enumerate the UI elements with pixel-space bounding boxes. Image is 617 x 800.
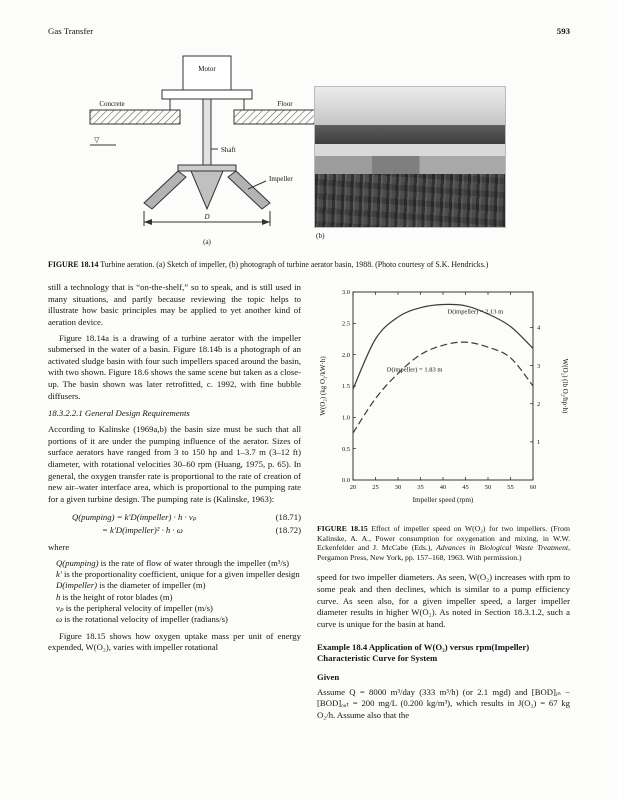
photo-basin-wall-region — [315, 144, 505, 155]
where-item: D(impeller) is the diameter of impeller (m) — [56, 580, 206, 591]
floor-label: Floor — [277, 100, 293, 108]
motor-box — [183, 56, 231, 90]
paragraph-design-requirements: According to Kalinske (1969a,b) the basin size must be such that all portions of it are under the pumping influence of the aerator. Sizes of surface aerators have ranged from 3 to 150 hp and 1–3.7 m (3–12 ft) diameter, with rotational velocities 30–60 rpm (Huang, 1975, p. 65). In general, the oxygen transfer rate is proportional to the rate of creation of new air–water interface area, which is proportional to the pumping rate for a given turbine design. The pumping rate is (Kalinske, 1963): — [48, 424, 301, 505]
water-surface-icon: ▽ — [94, 136, 100, 144]
paragraph-curve-discussion: speed for two impeller diameters. As seen, W(O₂) increases with rpm to some peak and then declines, which is similar to a pump efficiency curve. As seen also, for a given impeller speed, a larger impeller diameter results in higher W(O₂). As noted in Section 18.3.1.2, such a curve is unique for the basin at hand. — [317, 572, 570, 629]
svg-text:50: 50 — [484, 483, 492, 491]
mount-plate — [162, 90, 252, 99]
arrow-left-icon — [144, 219, 152, 225]
svg-text:4: 4 — [537, 324, 541, 332]
svg-text:40: 40 — [439, 483, 447, 491]
concrete-slab-right — [234, 110, 324, 124]
svg-text:35: 35 — [417, 483, 424, 491]
svg-text:25: 25 — [372, 483, 379, 491]
equation-18-72-body: = k′D(impeller)² · h · ω — [102, 525, 183, 536]
svg-text:60: 60 — [529, 483, 537, 491]
figure-18-15-chart — [317, 282, 570, 520]
figure-18-15-caption: FIGURE 18.15 Effect of impeller speed on W(O₂) for two impellers. (From Kalinske, A. A., Power consumption for oxygenation and mixing, in W.W. Eckenfelder and J. McCabe (Eds.), Advances in Biological Waste Treatment, Pergamon Press, New York, pp. 157–168, 1963. With permission.) — [317, 523, 571, 562]
figure-18-15-caption-tag: FIGURE 18.15 — [317, 523, 368, 533]
svg-text:2.0: 2.0 — [341, 351, 350, 359]
svg-text:30: 30 — [394, 483, 402, 491]
example-18-4-heading: Example 18.4 Application of W(O₂) versus rpm(Impeller) Characteristic Curve for System — [317, 641, 530, 664]
figure-18-14b — [314, 86, 506, 240]
diameter-label: D — [204, 213, 210, 221]
given-label: Given — [317, 672, 340, 683]
figure-18-14-caption-text: Turbine aeration. (a) Sketch of impeller, (b) photograph of turbine aerator basin, 1988. (Photo courtesy of S.K. Hendricks.) — [100, 260, 489, 269]
where-list — [48, 558, 301, 626]
svg-text:45: 45 — [462, 483, 469, 491]
svg-text:D(impeller) = 1.83 m: D(impeller) = 1.83 m — [386, 366, 443, 374]
paragraph-figure-description: Figure 18.14a is a drawing of a turbine aerator with the impeller submersed in the water of a basin. Figure 18.14b is a photograph of an activated sludge basin with four such impellers spaced around the basin, with two shown. Figure 18.6 shows the same scene but taken as a close-up. The basin shown was later retrofitted, c. 1992, with fine bubble diffusers. — [48, 332, 301, 401]
svg-text:20: 20 — [349, 483, 357, 491]
equation-18-71-body: Q(pumping) = k′D(impeller) · h · vₚ — [72, 511, 197, 522]
svg-text:Impeller speed (rpm): Impeller speed (rpm) — [412, 495, 474, 504]
photo-sky-region — [315, 87, 505, 125]
equation-18-71-number: (18.71) — [275, 511, 301, 522]
svg-text:2.5: 2.5 — [341, 320, 350, 328]
figure-18-14-caption — [48, 260, 570, 270]
figure-18-14-caption-tag: FIGURE 18.14 — [48, 260, 99, 269]
paragraph-continuation: still a technology that is “on-the-shelf,” so to speak, and is still used in many situations, and partly because reviewing the topic helps to illustrate how basic principles may be applied to yet another kind of aeration device. — [48, 281, 301, 327]
sublabel-a: (a) — [203, 238, 211, 246]
where-item: vₚ is the peripheral velocity of impeller (m/s) — [56, 602, 213, 613]
impeller-blade-right — [228, 171, 270, 209]
impeller-cone — [191, 171, 223, 209]
where-label: where — [48, 542, 70, 552]
paragraph-given: Assume Q = 8000 m³/day (333 m³/h) (or 2.1 mgd) and [BOD]ᵢₙ − [BOD]ₒᵤₜ = 200 mg/L (0.200 kg/m³), which results in J(O₂) = 67 kg O₂/h. Assume also that the — [317, 686, 570, 721]
svg-text:0.0: 0.0 — [341, 477, 350, 485]
where-item: Q(pumping) is the rate of flow of water through the impeller (m³/s) — [56, 557, 290, 568]
svg-text:W(O₂) (lb O₂/hp·h): W(O₂) (lb O₂/hp·h) — [561, 358, 569, 414]
photo-structures-region — [315, 156, 505, 174]
svg-text:1.0: 1.0 — [341, 414, 350, 422]
figure-18-14a-sketch — [82, 50, 334, 248]
motor-label: Motor — [198, 65, 216, 73]
svg-text:1.5: 1.5 — [341, 383, 350, 391]
left-column — [48, 282, 301, 726]
photo-treeline-region — [315, 125, 505, 145]
arrow-right-icon — [262, 219, 270, 225]
where-item: ω is the rotational velocity of impeller (radians/s) — [56, 614, 228, 625]
svg-text:0.5: 0.5 — [341, 445, 350, 453]
concrete-label: Concrete — [99, 100, 125, 108]
concrete-slab-left — [90, 110, 180, 124]
page-header — [48, 26, 570, 36]
svg-text:1: 1 — [537, 438, 541, 446]
svg-text:55: 55 — [507, 483, 514, 491]
book-title-italic: Advances in Biological Waste Treatment — [436, 543, 569, 553]
svg-text:3.0: 3.0 — [341, 289, 350, 297]
impeller-label: Impeller — [269, 175, 293, 183]
svg-text:D(impeller) = 2.13 m: D(impeller) = 2.13 m — [447, 308, 504, 316]
shaft-label: Shaft — [221, 146, 236, 154]
svg-text:2: 2 — [537, 400, 541, 408]
section-heading-18-3-2-2-1: 18.3.2.2.1 General Design Requirements — [48, 408, 190, 419]
photo-aerated-water-region — [315, 174, 505, 227]
figure-18-14 — [48, 48, 570, 254]
right-column — [317, 282, 570, 726]
where-item: h is the height of rotor blades (m) — [56, 591, 173, 602]
running-head: Gas Transfer — [48, 26, 94, 36]
shaft-shape — [203, 99, 211, 167]
impeller-blade-left — [144, 171, 186, 209]
page-number: 593 — [556, 26, 570, 36]
where-item: k′ is the proportionality coefficient, unique for a given impeller design — [56, 568, 300, 579]
equation-18-72 — [48, 525, 301, 537]
svg-text:3: 3 — [537, 362, 541, 370]
turbine-basin-photo — [314, 86, 506, 228]
impeller-hub — [178, 165, 236, 171]
paragraph-figure-18-15-intro: Figure 18.15 shows how oxygen uptake mass per unit of energy expended, W(O₂), varies with impeller rotational — [48, 630, 301, 653]
svg-text:W(O₂) (kg O₂/kW·h): W(O₂) (kg O₂/kW·h) — [319, 356, 327, 416]
sublabel-b: (b) — [316, 231, 325, 240]
equation-18-71 — [48, 512, 301, 524]
equation-18-72-number: (18.72) — [275, 525, 301, 536]
